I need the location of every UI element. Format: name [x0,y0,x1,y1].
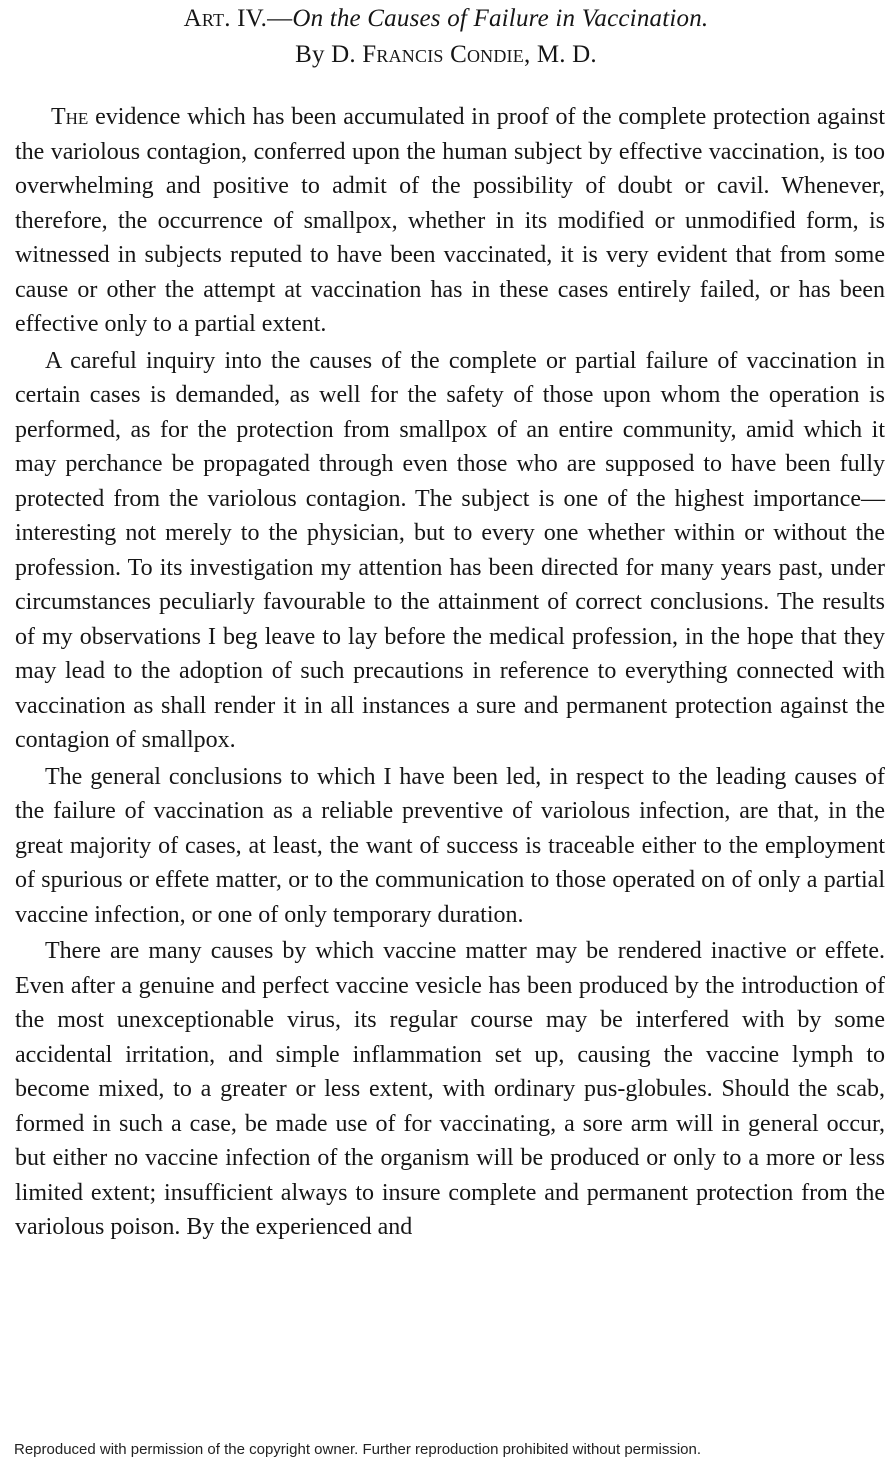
article-body [15,100,885,1245]
paragraph-4: There are many causes by which vaccine matter may be rendered inactive or effete. Even after a genuine and perfect vaccine vesicle has been produced by the introduction of the most unexceptionable virus, its regular course may be interfered with by some accidental irritation, and simple inflammation set up, causing the vaccine lymph to become mixed, to a greater or less extent, with ordinary pus-globules. Should the scab, formed in such a case, be made use of for vaccinating, a sore arm will in general occur, but either no vaccine infection of the organism will be produced or only to a more or less limited extent; insufficient always to insure complete and permanent protection from the variolous poison. By the experienced and [15,938,885,1240]
byline-suffix: , M. D. [523,41,597,68]
paragraph-1-text: evidence which has been accumulated in proof of the complete protection against the variolous contagion, conferred upon the human subject by effective vaccination, is too overwhelming and positive to admit of the possibility of doubt or cavil. Whenever, therefore, the occurrence of smallpox, whether in its modified or unmodified form, is witnessed in subjects reputed to have been vaccinated, it is very evident that from some cause or other the attempt at vaccination has in these cases entirely failed, or has been effective only to a partial extent. [15,104,885,337]
article-title: On the Causes of Failure in Vaccination. [292,5,709,32]
article-number: Art. IV. [183,5,268,32]
paragraph-3: The general conclusions to which I have been led, in respect to the leading causes of the failure of vaccination as a reliable preventive of variolous infection, are that, in the great majority of cases, at least, the want of success is traceable either to the employment of spurious or effete matter, or to the communication to those operated on of only a partial vaccine infection, or one of only temporary duration. [15,763,885,928]
author-name: Francis Condie [362,41,524,68]
article-title-line [0,2,892,36]
byline [0,38,892,72]
title-dash: — [267,5,293,32]
byline-prefix: By D. [295,41,356,68]
paragraph-lead-word: The [51,104,89,130]
paragraph-1 [15,100,885,342]
paragraph-2: A careful inquiry into the causes of the complete or partial failure of vaccination in certain cases is demanded, as well for the safety of those upon whom the operation is performed, as for the protection from smallpox of an entire community, amid which it may perchance be propagated through even those who are supposed to have been fully protected from the variolous contagion. The subject is one of the highest importance—interesting not merely to the physician, but to every one whether within or without the profession. To its investigation my attention has been directed for many years past, under circumstances peculiarly favourable to the attainment of correct conclusions. The results of my observations I beg leave to lay before the medical profession, in the hope that they may lead to the adoption of such precautions in reference to everything connected with vaccination as shall render it in all instances a sure and permanent protection against the contagion of smallpox. [15,347,885,753]
copyright-notice: Reproduced with permission of the copyright owner. Further reproduction prohibited without permission. [14,1441,702,1458]
